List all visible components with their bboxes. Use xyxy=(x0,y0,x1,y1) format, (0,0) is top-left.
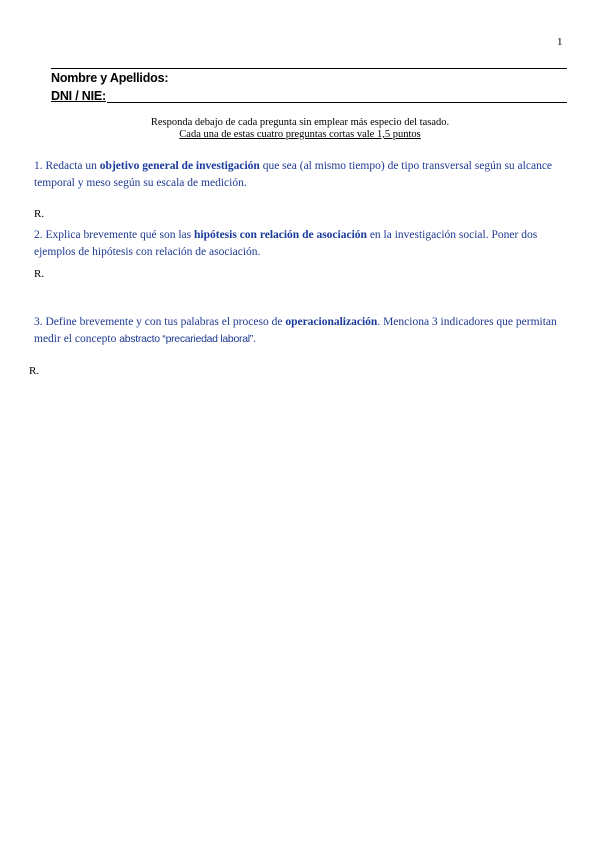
question-3-concept: abstracto “precariedad laboral” xyxy=(119,333,253,345)
instructions xyxy=(0,117,600,141)
header-bottom-rule xyxy=(107,102,567,103)
answer-2-label: R. xyxy=(34,268,45,280)
question-2-prefix: 2. Explica brevemente qué son las xyxy=(34,229,194,241)
answer-1-label: R. xyxy=(34,208,45,220)
question-1-prefix: 1. Redacta un xyxy=(34,160,100,172)
question-1 xyxy=(34,158,574,192)
page-number: 1 xyxy=(557,36,563,48)
question-3-keyword: operacionalización xyxy=(285,316,378,328)
question-3-prefix: 3. Define brevemente y con tus palabras el proceso de xyxy=(34,316,286,328)
question-1-keyword: objetivo general de investigación xyxy=(99,160,260,172)
question-2 xyxy=(34,227,574,261)
question-3-middle: . Menciona 3 indicadores que permitan medir el concepto xyxy=(34,316,557,345)
instructions-line-2: Cada una de estas cuatro preguntas cortas vale 1,5 puntos xyxy=(179,129,421,140)
question-1-suffix: que sea (al mismo tiempo) de tipo transversal según su alcance temporal y meso según su escala de medición. xyxy=(34,160,553,189)
question-2-keyword: hipótesis con relación de asociación xyxy=(194,229,367,241)
name-field-label: Nombre y Apellidos: xyxy=(51,71,169,85)
question-2-suffix: en la investigación social. Poner dos ejemplos de hipótesis con relación de asociación. xyxy=(34,229,538,258)
dni-field-label: DNI / NIE: xyxy=(51,89,106,103)
question-3 xyxy=(34,314,574,348)
answer-3-label: R. xyxy=(29,365,40,377)
student-header xyxy=(51,68,567,103)
question-3-suffix: . xyxy=(252,333,256,345)
instructions-line-1: Responda debajo de cada pregunta sin emplear más especio del tasado. xyxy=(150,117,450,128)
